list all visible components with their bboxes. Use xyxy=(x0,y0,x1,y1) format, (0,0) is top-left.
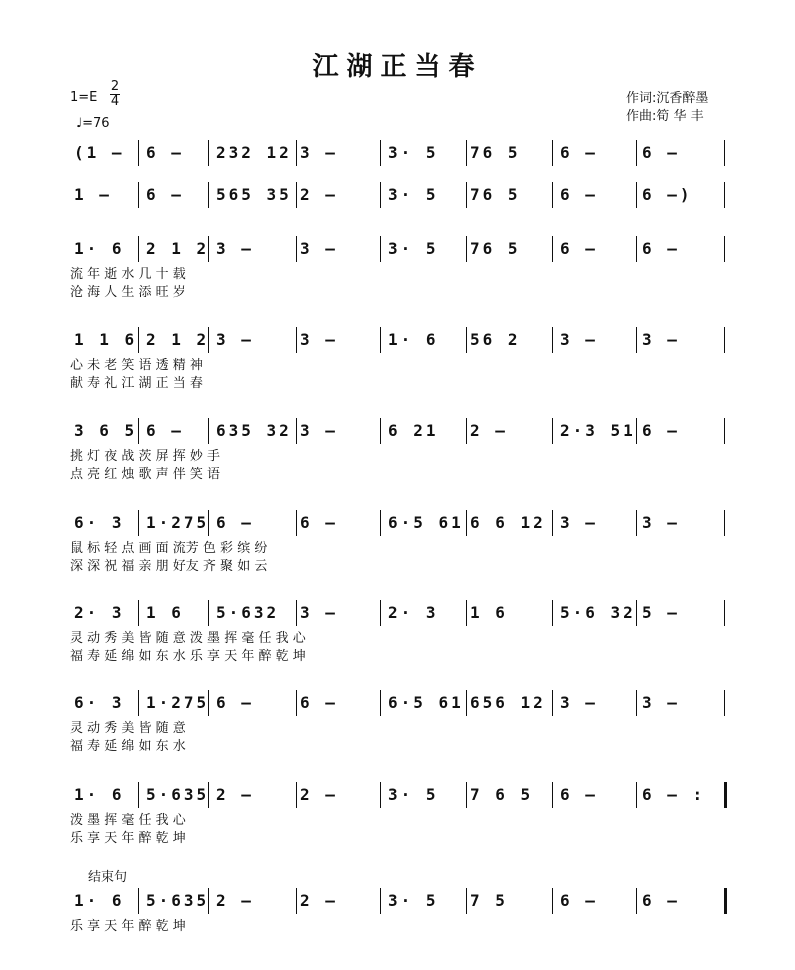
barline xyxy=(552,690,553,716)
lyricist: 作词:沉香醉墨 xyxy=(626,91,709,106)
barline xyxy=(208,600,209,626)
measure: 5·632 xyxy=(216,603,280,622)
measure: 2 – xyxy=(470,421,508,440)
barline xyxy=(466,418,467,444)
barline xyxy=(466,888,467,914)
measure: 3 – xyxy=(300,330,338,349)
measure: 6· 3 xyxy=(74,693,125,712)
measure: (1 – xyxy=(74,143,125,162)
measure: 1· 6 xyxy=(74,239,125,258)
measure: 635 32 xyxy=(216,421,292,440)
barline xyxy=(296,182,297,208)
barline xyxy=(552,418,553,444)
measure: 1 6 xyxy=(470,603,508,622)
barline xyxy=(380,140,381,166)
barline xyxy=(296,236,297,262)
measure: 6 – xyxy=(560,891,598,910)
barline xyxy=(724,888,727,914)
lyric-line: 挑 灯 夜 战 茨 屏 挥 妙 手 xyxy=(70,449,221,464)
measure: 2·3 51 xyxy=(560,421,636,440)
measure: 6·5 61 xyxy=(388,693,464,712)
time-signature xyxy=(110,80,120,109)
measure: 76 5 xyxy=(470,143,521,162)
barline xyxy=(208,690,209,716)
measure: 3 – xyxy=(216,239,254,258)
measure: 6 – xyxy=(560,185,598,204)
measure: 3· 5 xyxy=(388,143,439,162)
barline xyxy=(138,140,139,166)
barline xyxy=(380,510,381,536)
barline xyxy=(552,888,553,914)
barline xyxy=(380,327,381,353)
measure: 6·5 61 xyxy=(388,513,464,532)
barline xyxy=(296,327,297,353)
barline xyxy=(636,690,637,716)
barline xyxy=(466,600,467,626)
measure: 6 6 12 xyxy=(470,513,546,532)
measure: 76 5 xyxy=(470,185,521,204)
measure: 3 6 5 xyxy=(74,421,138,440)
measure: 6 – xyxy=(300,693,338,712)
barline xyxy=(552,182,553,208)
measure: 565 35 xyxy=(216,185,292,204)
measure: 6 – xyxy=(146,421,184,440)
measure: 56 2 xyxy=(470,330,521,349)
barline xyxy=(138,510,139,536)
barline xyxy=(208,510,209,536)
measure: 1 1 6 xyxy=(74,330,138,349)
barline xyxy=(208,888,209,914)
measure: 6 – xyxy=(560,785,598,804)
barline xyxy=(466,236,467,262)
barline xyxy=(466,182,467,208)
barline xyxy=(380,600,381,626)
measure: 2 – xyxy=(300,185,338,204)
barline xyxy=(380,182,381,208)
measure: 6 – xyxy=(642,239,680,258)
barline xyxy=(636,888,637,914)
lyric-line: 深 深 祝 福 亲 朋 好友 齐 聚 如 云 xyxy=(70,559,268,574)
barline xyxy=(552,140,553,166)
measure: 6 – : xyxy=(642,785,706,804)
barline xyxy=(208,782,209,808)
measure: 5 – xyxy=(642,603,680,622)
barline xyxy=(552,600,553,626)
measure: 2· 3 xyxy=(74,603,125,622)
measure: 1 6 xyxy=(146,603,184,622)
measure: 6 –) xyxy=(642,185,693,204)
lyric-line: 沧 海 人 生 添 旺 岁 xyxy=(70,285,186,300)
measure: 3 – xyxy=(560,693,598,712)
measure: 2 – xyxy=(300,785,338,804)
measure: 1·275 xyxy=(146,513,210,532)
barline xyxy=(208,140,209,166)
measure: 5·635 xyxy=(146,891,210,910)
barline xyxy=(138,418,139,444)
measure: 6 – xyxy=(560,239,598,258)
measure: 1· 6 xyxy=(388,330,439,349)
barline xyxy=(724,327,725,353)
barline xyxy=(296,140,297,166)
key-signature: 1=E xyxy=(70,90,98,105)
barline xyxy=(724,690,725,716)
measure: 3· 5 xyxy=(388,239,439,258)
measure: 2 1 2 xyxy=(146,239,210,258)
measure: 6 – xyxy=(642,143,680,162)
lyric-line: 乐 享 天 年 醉 乾 坤 xyxy=(70,919,186,934)
measure: 7 6 5 xyxy=(470,785,534,804)
measure: 1· 6 xyxy=(74,785,125,804)
barline xyxy=(138,782,139,808)
barline xyxy=(466,690,467,716)
measure: 6 – xyxy=(642,891,680,910)
barline xyxy=(552,782,553,808)
measure: 3 – xyxy=(300,239,338,258)
measure: 3 – xyxy=(642,513,680,532)
credits xyxy=(626,90,708,126)
barline xyxy=(296,600,297,626)
measure: 2 – xyxy=(300,891,338,910)
measure: 3 – xyxy=(300,603,338,622)
measure: 2 1 2 xyxy=(146,330,210,349)
barline xyxy=(466,510,467,536)
measure: 3 – xyxy=(642,693,680,712)
barline xyxy=(724,600,725,626)
measure: 1· 6 xyxy=(74,891,125,910)
barline xyxy=(724,182,725,208)
measure: 5·6 32 xyxy=(560,603,636,622)
meter-top: 2 xyxy=(110,79,120,94)
barline xyxy=(208,236,209,262)
measure: 7 5 xyxy=(470,891,508,910)
measure: 76 5 xyxy=(470,239,521,258)
composer: 作曲:筍 华 丰 xyxy=(626,109,704,124)
lyric-line: 献 寿 礼 江 湖 正 当 春 xyxy=(70,376,203,391)
barline xyxy=(138,690,139,716)
measure: 6 – xyxy=(300,513,338,532)
barline xyxy=(138,327,139,353)
measure: 6 21 xyxy=(388,421,439,440)
lyric-line: 灵 动 秀 美 皆 随 意 泼 墨 挥 毫 任 我 心 xyxy=(70,631,306,646)
measure: 3· 5 xyxy=(388,891,439,910)
lyric-line: 鼠 标 轻 点 画 面 流芳 色 彩 缤 纷 xyxy=(70,541,268,556)
barline xyxy=(552,327,553,353)
barline xyxy=(138,182,139,208)
barline xyxy=(636,236,637,262)
barline xyxy=(636,510,637,536)
barline xyxy=(724,782,727,808)
measure: 3 – xyxy=(300,421,338,440)
measure: 232 12 xyxy=(216,143,292,162)
measure: 6 – xyxy=(560,143,598,162)
barline xyxy=(466,782,467,808)
lyric-line: 灵 动 秀 美 皆 随 意 xyxy=(70,721,186,736)
end-section-label: 结束句 xyxy=(88,870,128,885)
measure: 1·275 xyxy=(146,693,210,712)
lyric-line: 福 寿 延 绵 如 东 水 xyxy=(70,739,186,754)
barline xyxy=(724,510,725,536)
measure: 6 – xyxy=(146,185,184,204)
barline xyxy=(138,600,139,626)
tempo-marking: ♩=76 xyxy=(76,116,110,131)
measure: 3 – xyxy=(560,513,598,532)
measure: 656 12 xyxy=(470,693,546,712)
measure: 3 – xyxy=(300,143,338,162)
lyric-line: 点 亮 红 烛 歌 声 伴 笑 语 xyxy=(70,467,221,482)
measure: 3· 5 xyxy=(388,785,439,804)
barline xyxy=(466,327,467,353)
barline xyxy=(208,327,209,353)
barline xyxy=(296,782,297,808)
measure: 6 – xyxy=(216,693,254,712)
barline xyxy=(552,510,553,536)
measure: 6 – xyxy=(216,513,254,532)
barline xyxy=(296,418,297,444)
measure: 3· 5 xyxy=(388,185,439,204)
measure: 3 – xyxy=(216,330,254,349)
measure: 6· 3 xyxy=(74,513,125,532)
measure: 1 – xyxy=(74,185,112,204)
barline xyxy=(636,418,637,444)
barline xyxy=(208,182,209,208)
barline xyxy=(636,140,637,166)
lyric-line: 泼 墨 挥 毫 任 我 心 xyxy=(70,813,186,828)
meter-bottom: 4 xyxy=(110,94,120,109)
measure: 6 – xyxy=(146,143,184,162)
lyric-line: 心 未 老 笑 语 透 精 神 xyxy=(70,358,203,373)
barline xyxy=(724,140,725,166)
barline xyxy=(636,600,637,626)
barline xyxy=(636,182,637,208)
barline xyxy=(636,327,637,353)
measure: 2 – xyxy=(216,891,254,910)
lyric-line: 流 年 逝 水 几 十 载 xyxy=(70,267,186,282)
barline xyxy=(208,418,209,444)
barline xyxy=(380,418,381,444)
measure: 5·635 xyxy=(146,785,210,804)
measure: 6 – xyxy=(642,421,680,440)
measure: 3 – xyxy=(642,330,680,349)
barline xyxy=(380,690,381,716)
measure: 2· 3 xyxy=(388,603,439,622)
barline xyxy=(296,510,297,536)
measure: 3 – xyxy=(560,330,598,349)
barline xyxy=(138,888,139,914)
barline xyxy=(636,782,637,808)
barline xyxy=(296,690,297,716)
barline xyxy=(466,140,467,166)
barline xyxy=(380,888,381,914)
barline xyxy=(138,236,139,262)
barline xyxy=(552,236,553,262)
quarter-note-icon: ♩ xyxy=(76,116,83,131)
barline xyxy=(380,236,381,262)
page-title: 江湖正当春 xyxy=(312,52,483,82)
barline xyxy=(724,236,725,262)
measure: 2 – xyxy=(216,785,254,804)
barline xyxy=(724,418,725,444)
barline xyxy=(380,782,381,808)
lyric-line: 乐 享 天 年 醉 乾 坤 xyxy=(70,831,186,846)
barline xyxy=(296,888,297,914)
lyric-line: 福 寿 延 绵 如 东 水 乐 享 天 年 醉 乾 坤 xyxy=(70,649,306,664)
